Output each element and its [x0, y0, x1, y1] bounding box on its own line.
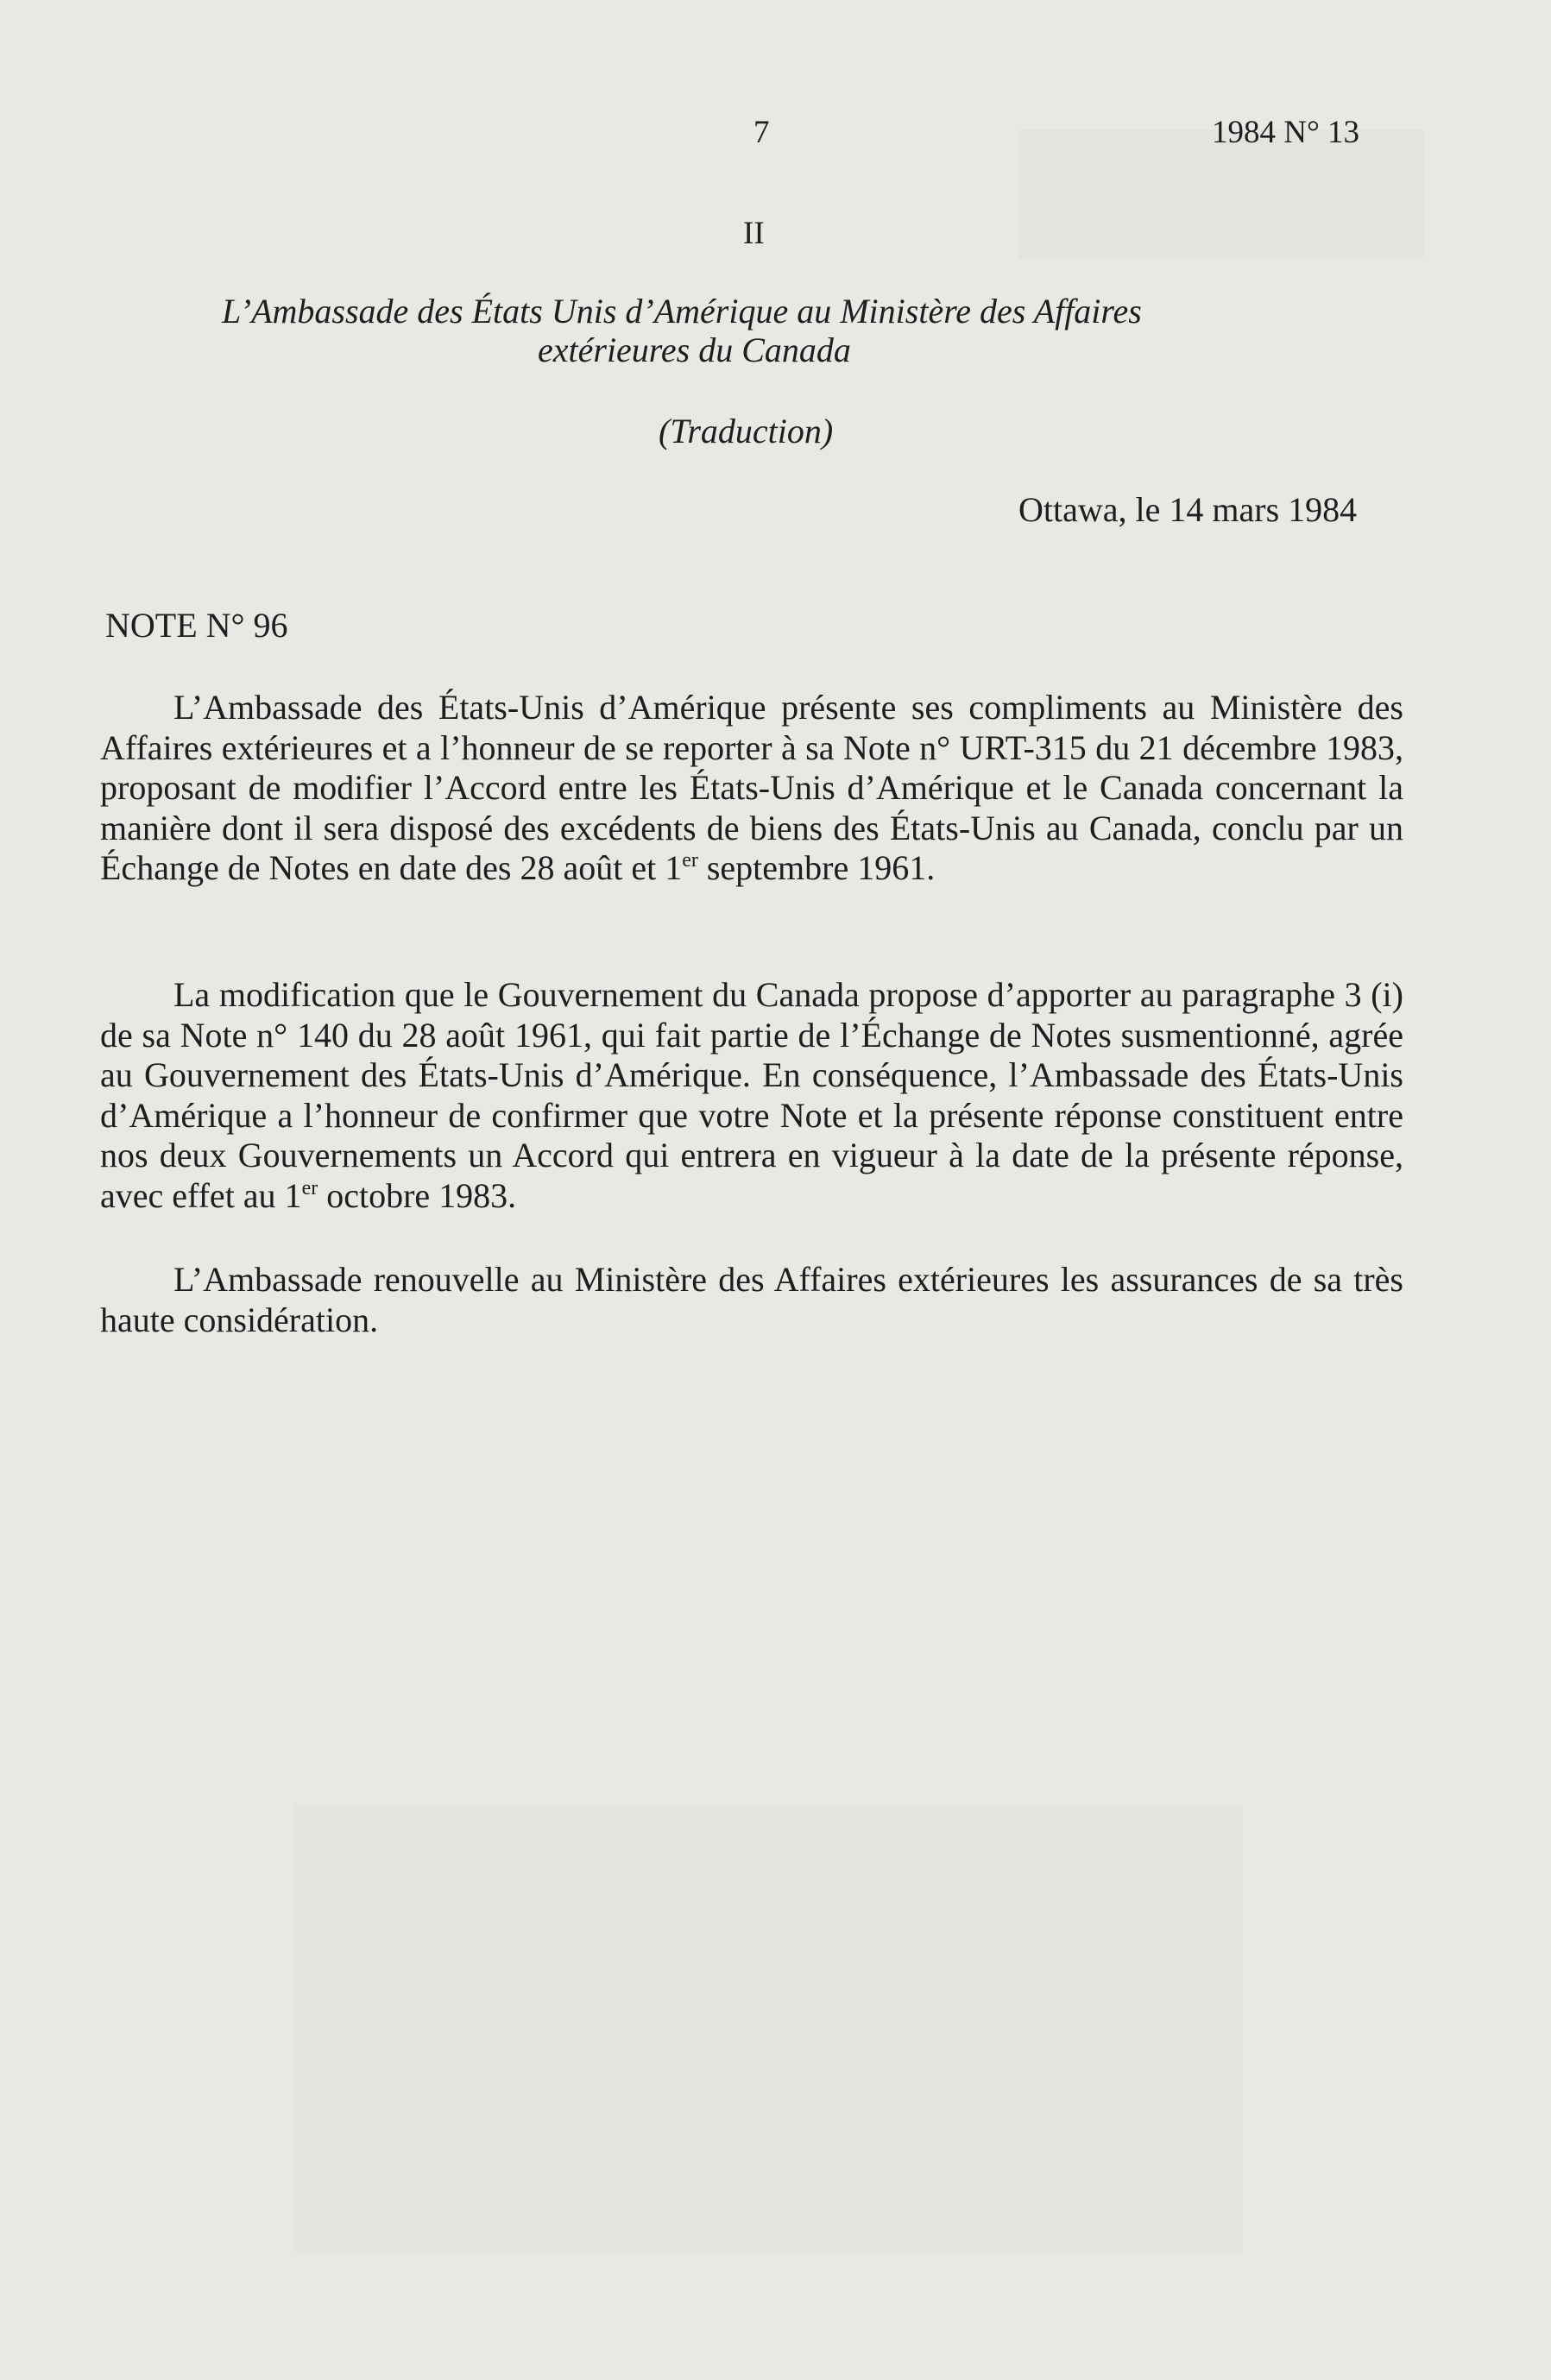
series-number: 1984 N° 13 [1212, 115, 1360, 150]
title-line-2: extérieures du Canada [538, 331, 851, 369]
paragraph-1-end: septembre 1961. [697, 848, 936, 887]
paragraph-3 [100, 1260, 1403, 1340]
paragraph-2-text: La modification que le Gouvernement du Canada propose d’apporter au paragraphe 3 (i) de sa Note n° 140 du 28 août 1961, qui fait partie de l’Échange de Notes susmentionné, agrée au Gouvernement des États-Unis d’Amérique. En conséquence, l’Ambassade des États-Unis d’Amérique a l’honneur de confirmer que votre Note et la présente réponse constituent entre nos deux Gouvernements un Accord qui entrera en vigueur à la date de la présente réponse, avec effet au 1 [100, 975, 1403, 1215]
paragraph-2 [100, 975, 1403, 1216]
paragraph-2-end: octobre 1983. [318, 1175, 517, 1215]
page-number: 7 [753, 115, 770, 150]
section-number: II [743, 216, 765, 251]
show-through-block-bottom [293, 1804, 1243, 2252]
translation-label: (Traduction) [659, 412, 834, 450]
paragraph-1-text: L’Ambassade des États-Unis d’Amérique présente ses compliments au Ministère des Affaires extérieures et a l’honneur de se reporter à sa Note n° URT-315 du 21 décembre 1983, proposant de modifier l’Accord entre les États-Unis d’Amérique et le Canada concernant la manière dont il sera disposé des excédents de biens des États-Unis au Canada, conclu par un Échange de Notes en date des 28 août et 1 [100, 688, 1403, 887]
paragraph-3-text: L’Ambassade renouvelle au Ministère des Affaires extérieures les assurances de sa très haute considération. [100, 1260, 1403, 1339]
title-line-1: L’Ambassade des États Unis d’Amérique au Ministère des Affaires [222, 292, 1142, 331]
superscript-er-2: er [301, 1176, 318, 1199]
note-number: NOTE N° 96 [105, 606, 288, 645]
superscript-er-1: er [682, 849, 698, 872]
paragraph-1 [100, 688, 1403, 889]
date-line: Ottawa, le 14 mars 1984 [1018, 490, 1358, 529]
